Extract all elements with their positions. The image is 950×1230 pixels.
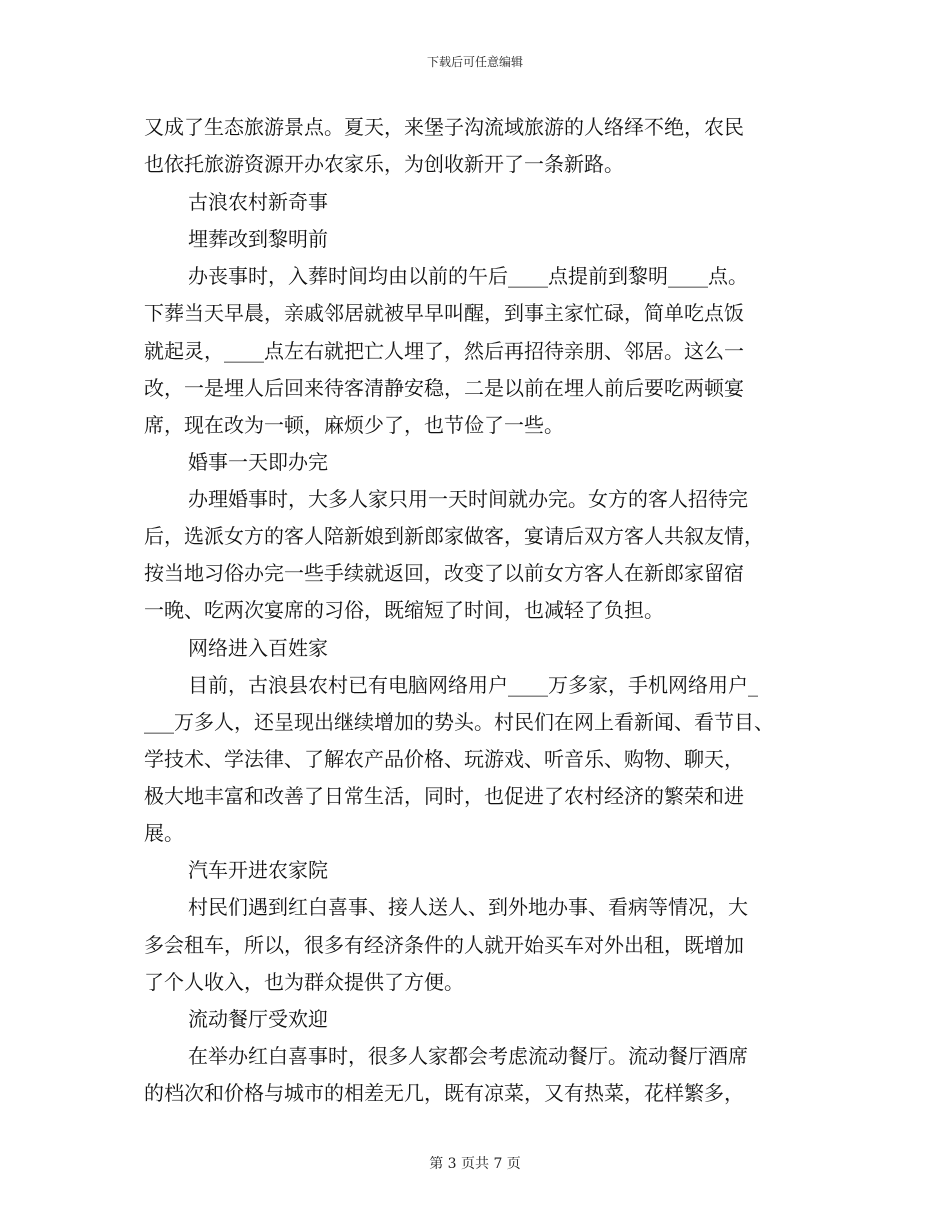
text-line: 席，现在改为一顿，麻烦少了，也节俭了一些。 (144, 413, 564, 437)
text-line: ___万多人，还呈现出继续增加的势头。村民们在网上看新闻、看节目、 (144, 710, 774, 734)
text-line: 按当地习俗办完一些手续就返回，改变了以前女方客人在新郎家留宿 (144, 561, 744, 585)
text-line: 目前，古浪县农村已有电脑网络用户____万多家，手机网络用户_ (188, 673, 758, 697)
text-line: 一晚、吃两次宴席的习俗，既缩短了时间，也减轻了负担。 (144, 598, 664, 622)
text-line: 展。 (144, 821, 184, 845)
text-line: 办理婚事时，大多人家只用一天时间就办完。女方的客人招待完 (188, 487, 748, 511)
section-heading: 流动餐厅受欢迎 (188, 1007, 328, 1031)
section-heading: 网络进入百姓家 (188, 636, 328, 660)
page-footer: 第 3 页共 7 页 (429, 1156, 521, 1172)
text-line: 在举办红白喜事时，很多人家都会考虑流动餐厅。流动餐厅酒席 (188, 1044, 748, 1068)
text-line: 改，一是埋人后回来待客清静安稳，二是以前在埋人前后要吃两顿宴 (144, 376, 744, 400)
text-line: 村民们遇到红白喜事、接人送人、到外地办事、看病等情况，大 (188, 895, 748, 919)
text-line: 极大地丰富和改善了日常生活，同时，也促进了农村经济的繁荣和进 (144, 784, 744, 808)
text-line: 也依托旅游资源开办农家乐，为创收新开了一条新路。 (144, 152, 624, 176)
section-heading: 古浪农村新奇事 (188, 190, 328, 214)
text-line: 了个人收入，也为群众提供了方便。 (144, 970, 464, 994)
text-line: 多会租车，所以，很多有经济条件的人就开始买车对外出租，既增加 (144, 933, 744, 957)
text-line: 学技术、学法律、了解农产品价格、玩游戏、听音乐、购物、聊天， (144, 747, 744, 771)
section-heading: 婚事一天即办完 (188, 450, 328, 474)
text-line: 的档次和价格与城市的相差无几，既有凉菜，又有热菜，花样繁多， (144, 1081, 744, 1105)
text-line: 办丧事时，入葬时间均由以前的午后____点提前到黎明____点。 (188, 264, 748, 288)
text-line: 就起灵，____点左右就把亡人埋了，然后再招待亲朋、邻居。这么一 (144, 339, 744, 363)
text-line: 后，选派女方的客人陪新娘到新郎家做客，宴请后双方客人共叙友情， (144, 524, 764, 548)
text-line: 下葬当天早晨，亲戚邻居就被早早叫醒，到事主家忙碌，简单吃点饭 (144, 301, 744, 325)
section-heading: 埋葬改到黎明前 (188, 227, 328, 251)
section-heading: 汽车开进农家院 (188, 858, 328, 882)
text-line: 又成了生态旅游景点。夏天，来堡子沟流域旅游的人络绎不绝，农民 (144, 115, 744, 139)
page-header: 下载后可任意编辑 (426, 55, 523, 69)
